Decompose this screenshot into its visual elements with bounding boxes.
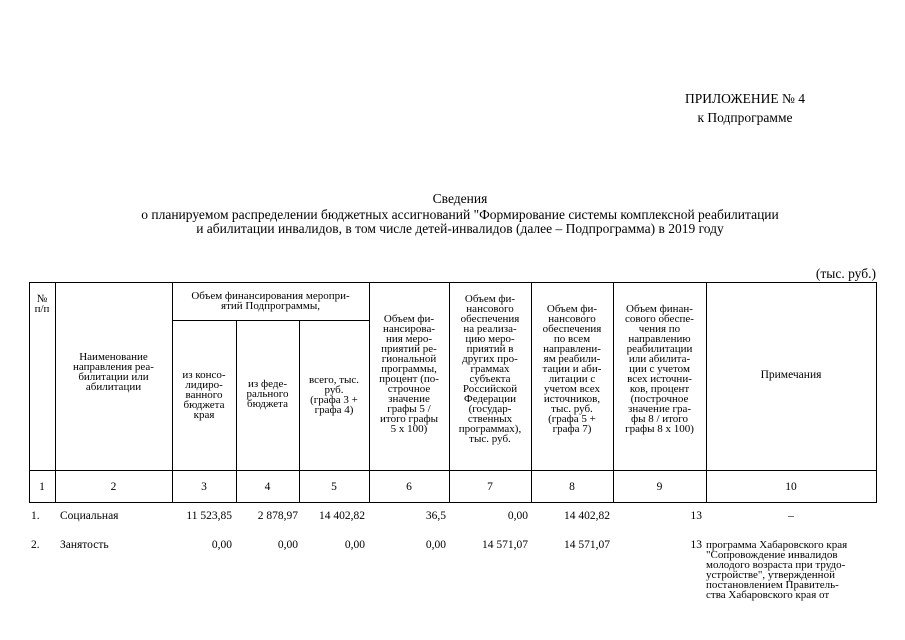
units-label: (тыс. руб.) [815, 266, 876, 281]
row-all-sources: 14 571,07 [564, 539, 610, 551]
column-number-2: 2 [110, 481, 117, 493]
row-number: 2. [31, 539, 40, 551]
header-col-10: Примечания [760, 369, 822, 381]
column-number-5: 5 [331, 481, 337, 493]
header-col-6: Объем фи- нансирова- ния меро- приятий ре- гиональной программы, процент (по- строчное значение графы 5 / итого графы 5 х 100) [379, 313, 439, 435]
row-regional-budget: 0,00 [211, 539, 232, 551]
title-line-2: о планируемом распределении бюджетных ассигнований "Формирование системы комплексной реабилитации [141, 207, 779, 222]
header-col-7: Объем фи- нансового обеспечения на реализа- цию меро- приятий в других про- граммах субъекта Российской Федерации (государ- ственных программах), тыс. руб. [458, 293, 522, 445]
row-total: 0,00 [344, 539, 365, 551]
row-notes: программа Хабаровского края "Сопровождение инвалидов молодого возраста при трудо- устройстве", утвержденной постановлением Правитель- ства Хабаровского края от [706, 539, 848, 601]
row-number: 1. [31, 510, 40, 522]
row-percent-regional: 0,00 [425, 539, 446, 551]
row-other-programs: 14 571,07 [482, 539, 528, 551]
column-number-7: 7 [487, 481, 493, 493]
header-col-1: № п/п [34, 293, 50, 315]
column-number-1: 1 [39, 481, 45, 493]
row-percent-all: 13 [690, 539, 702, 551]
appendix-label: ПРИЛОЖЕНИЕ № 4 [684, 91, 806, 106]
row-regional-budget: 11 523,85 [186, 510, 232, 522]
header-col-5: всего, тыс. руб. (графа 3 + графа 4) [308, 374, 360, 416]
header-col-3: из консо- лидиро- ванного бюджета края [182, 369, 226, 421]
row-all-sources: 14 402,82 [564, 510, 610, 522]
document-title [60, 192, 860, 236]
column-number-3: 3 [201, 481, 207, 493]
column-number-10: 10 [785, 481, 797, 493]
title-line-1: Сведения [432, 191, 488, 206]
row-federal-budget: 0,00 [277, 539, 298, 551]
row-percent-all: 13 [690, 510, 702, 522]
appendix-sublabel: к Подпрограмме [697, 110, 793, 125]
row-name: Социальная [60, 510, 119, 522]
row-notes: – [788, 510, 794, 522]
header-col-8: Объем фи- нансового обеспечения по всем направлени- ям реабили- тации и аби- литации с учетом всех источников, тыс. руб. (графа 5 + графа 7) [542, 303, 602, 435]
header-col-2: Наименование направления реа- билитации или абилитации [73, 351, 154, 393]
row-percent-regional: 36,5 [425, 510, 446, 522]
row-total: 14 402,82 [319, 510, 365, 522]
header-financing-group: Объем финансирования меропри- ятий Подпрограммы, [191, 290, 350, 312]
column-number-6: 6 [406, 481, 412, 493]
title-line-3: и абилитации инвалидов, в том числе детей-инвалидов (далее – Подпрограмма) в 2019 году [196, 221, 724, 236]
column-number-4: 4 [264, 481, 271, 493]
header-col-4: из феде- рального бюджета [246, 378, 289, 410]
column-number-8: 8 [569, 481, 575, 493]
row-other-programs: 0,00 [507, 510, 528, 522]
row-name: Занятость [60, 539, 109, 551]
header-col-9: Объем финан- сового обеспе- чения по направлению реабилитации или абилита- ции с учетом всех источни- ков, процент (построчное значение гра- фы 8 / итого графы 8 х 100) [625, 303, 694, 435]
appendix-block [640, 89, 850, 127]
row-federal-budget: 2 878,97 [257, 510, 298, 522]
column-number-9: 9 [656, 481, 663, 493]
